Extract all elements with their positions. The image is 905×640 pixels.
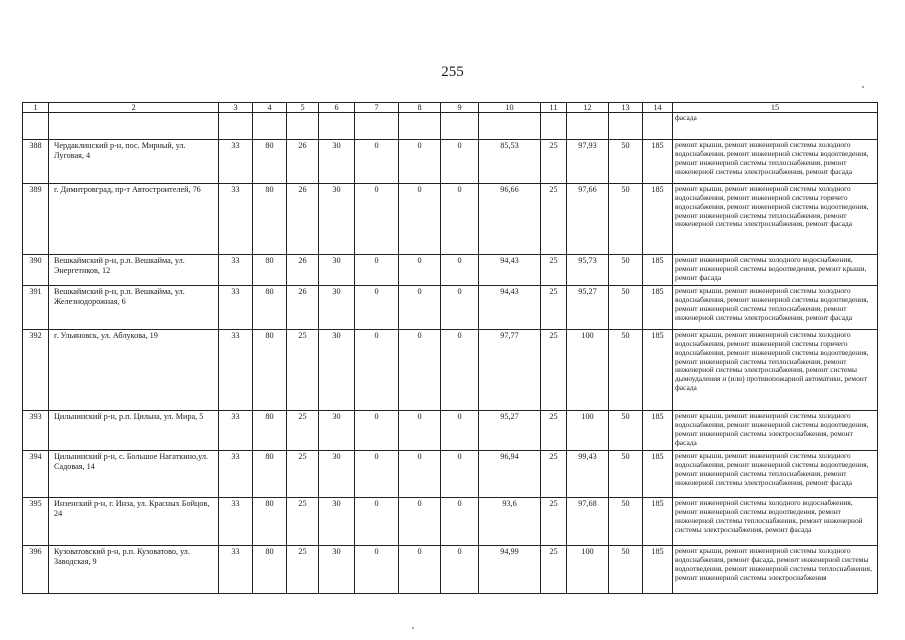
column-number: 7 <box>355 103 399 113</box>
col11-cell: 25 <box>541 286 567 330</box>
col5-cell: 25 <box>287 498 319 546</box>
col7-cell: 0 <box>355 546 399 594</box>
col13-cell: 50 <box>609 451 643 498</box>
col3-cell: 33 <box>219 330 253 411</box>
works-cell: ремонт крыши, ремонт инженерной системы холодного водоснабжения, ремонт инженерной системы водоотведения, ремонт инженерной системы теплоснабжения, ремонт инженерной системы электроснабжения, ремонт фасада <box>673 286 878 330</box>
row-number: 392 <box>23 330 49 411</box>
col11-cell: 25 <box>541 140 567 184</box>
col8-cell: 0 <box>399 140 441 184</box>
row-number: 394 <box>23 451 49 498</box>
col6-cell: 30 <box>319 451 355 498</box>
col11-cell: 25 <box>541 184 567 255</box>
col3-cell: 33 <box>219 451 253 498</box>
works-cell: ремонт инженерной системы холодного водоснабжения, ремонт инженерной системы водоотведения, ремонт крыши, ремонт фасада <box>673 255 878 286</box>
col13-cell: 50 <box>609 286 643 330</box>
col9-cell: 0 <box>441 411 479 451</box>
col3-cell: 33 <box>219 184 253 255</box>
col14-cell: 185 <box>643 286 673 330</box>
col13-cell: 50 <box>609 330 643 411</box>
col11-cell: 25 <box>541 255 567 286</box>
table-row <box>23 451 878 498</box>
col9-cell: 0 <box>441 255 479 286</box>
col7-cell: 0 <box>355 451 399 498</box>
address-cell: Цильнинский р-н, р.п. Цильна, ул. Мира, 5 <box>49 411 219 451</box>
col4-cell: 80 <box>253 330 287 411</box>
works-cell: ремонт крыши, ремонт инженерной системы холодного водоснабжения, ремонт инженерной системы водоотведения, ремонт инженерной системы теплоснабжения, ремонт инженерной системы электроснабжения, ремонт фасада <box>673 140 878 184</box>
col10-cell: 97,77 <box>479 330 541 411</box>
col14-cell: 185 <box>643 451 673 498</box>
col13-cell: 50 <box>609 255 643 286</box>
column-number: 1 <box>23 103 49 113</box>
col4-cell: 80 <box>253 286 287 330</box>
row-number: 393 <box>23 411 49 451</box>
col4-cell: 80 <box>253 498 287 546</box>
col14-cell: 185 <box>643 184 673 255</box>
col13-cell: 50 <box>609 184 643 255</box>
col5-cell: 26 <box>287 140 319 184</box>
table-row <box>23 498 878 546</box>
column-number: 2 <box>49 103 219 113</box>
col4-cell: 80 <box>253 411 287 451</box>
col14-cell: 185 <box>643 330 673 411</box>
col7-cell: 0 <box>355 140 399 184</box>
col6-cell: 30 <box>319 546 355 594</box>
table-row <box>23 546 878 594</box>
address-cell: Вешкаймский р-н, р.п. Вешкайма, ул. Железнодорожная, 6 <box>49 286 219 330</box>
scan-speck <box>412 627 414 629</box>
works-cell: ремонт инженерной системы холодного водоснабжения, ремонт инженерной системы водоотведения, ремонт инженерной системы теплоснабжения, ремонт инженерной системы электроснабжения, ремонт фасада <box>673 498 878 546</box>
col7-cell: 0 <box>355 498 399 546</box>
col10-cell: 95,27 <box>479 411 541 451</box>
table-row <box>23 411 878 451</box>
row-number: 390 <box>23 255 49 286</box>
col3-cell: 33 <box>219 498 253 546</box>
col6-cell: 30 <box>319 330 355 411</box>
col14-cell: 185 <box>643 255 673 286</box>
col10-cell: 96,94 <box>479 451 541 498</box>
col9-cell: 0 <box>441 451 479 498</box>
table-row <box>23 140 878 184</box>
column-number: 4 <box>253 103 287 113</box>
col3-cell: 33 <box>219 255 253 286</box>
col13-cell: 50 <box>609 546 643 594</box>
col6-cell: 30 <box>319 184 355 255</box>
col5-cell: 25 <box>287 451 319 498</box>
column-number: 15 <box>673 103 878 113</box>
column-number-row <box>23 103 878 113</box>
col5-cell: 26 <box>287 184 319 255</box>
col3-cell: 33 <box>219 411 253 451</box>
continuation-row <box>23 113 878 140</box>
col11-cell: 25 <box>541 330 567 411</box>
col11-cell: 25 <box>541 411 567 451</box>
col14-cell: 185 <box>643 546 673 594</box>
col12-cell: 100 <box>567 411 609 451</box>
col8-cell: 0 <box>399 411 441 451</box>
address-cell: Цильнинский р-н, с. Большое Нагаткино,ул. Садовая, 14 <box>49 451 219 498</box>
address-cell: г. Ульяновск, ул. Аблукова, 19 <box>49 330 219 411</box>
col6-cell: 30 <box>319 255 355 286</box>
col5-cell: 26 <box>287 255 319 286</box>
col11-cell: 25 <box>541 451 567 498</box>
col6-cell: 30 <box>319 411 355 451</box>
row-number: 389 <box>23 184 49 255</box>
col6-cell: 30 <box>319 498 355 546</box>
column-number: 11 <box>541 103 567 113</box>
address-cell: Вешкаймский р-н, р.п. Вешкайма, ул. Энергетиков, 12 <box>49 255 219 286</box>
col3-cell: 33 <box>219 286 253 330</box>
table-row <box>23 255 878 286</box>
col8-cell: 0 <box>399 286 441 330</box>
col12-cell: 100 <box>567 330 609 411</box>
address-cell: Инзенский р-н, г. Инза, ул. Красных Бойцов, 24 <box>49 498 219 546</box>
table-row <box>23 286 878 330</box>
works-cell: ремонт крыши, ремонт инженерной системы холодного водоснабжения, ремонт инженерной системы горячего водоснабжения, ремонт инженерной системы водоотведения, ремонт инженерной системы теплоснабжения, ремонт инженерной системы электроснабжения, ремонт системы дымоудаления и (или) противопожарной автоматики, ремонт фасада <box>673 330 878 411</box>
col6-cell: 30 <box>319 286 355 330</box>
col8-cell: 0 <box>399 184 441 255</box>
address-cell: Чердаклинский р-н, пос. Мирный, ул. Луговая, 4 <box>49 140 219 184</box>
col3-cell: 33 <box>219 546 253 594</box>
works-cell: ремонт крыши, ремонт инженерной системы холодного водоснабжения, ремонт фасада, ремонт инженерной системы водоотведения, ремонт инженерной системы теплоснабжения, ремонт инженерной системы электроснабжения <box>673 546 878 594</box>
column-number: 14 <box>643 103 673 113</box>
col13-cell: 50 <box>609 140 643 184</box>
col12-cell: 97,68 <box>567 498 609 546</box>
col9-cell: 0 <box>441 498 479 546</box>
col8-cell: 0 <box>399 451 441 498</box>
col4-cell: 80 <box>253 546 287 594</box>
col12-cell: 97,93 <box>567 140 609 184</box>
column-number: 5 <box>287 103 319 113</box>
column-number: 9 <box>441 103 479 113</box>
col11-cell: 25 <box>541 498 567 546</box>
col6-cell: 30 <box>319 140 355 184</box>
col8-cell: 0 <box>399 498 441 546</box>
col10-cell: 94,43 <box>479 255 541 286</box>
col5-cell: 25 <box>287 330 319 411</box>
scan-speck <box>862 86 864 88</box>
col9-cell: 0 <box>441 546 479 594</box>
col9-cell: 0 <box>441 184 479 255</box>
col8-cell: 0 <box>399 330 441 411</box>
col7-cell: 0 <box>355 255 399 286</box>
table-body <box>23 140 878 594</box>
col12-cell: 95,27 <box>567 286 609 330</box>
col14-cell: 185 <box>643 411 673 451</box>
column-number: 13 <box>609 103 643 113</box>
works-cell: ремонт крыши, ремонт инженерной системы холодного водоснабжения, ремонт инженерной системы водоотведения, ремонт инженерной системы электроснабжения, ремонт фасада <box>673 411 878 451</box>
col13-cell: 50 <box>609 498 643 546</box>
col12-cell: 100 <box>567 546 609 594</box>
col10-cell: 96,66 <box>479 184 541 255</box>
col4-cell: 80 <box>253 255 287 286</box>
col10-cell: 93,6 <box>479 498 541 546</box>
col5-cell: 25 <box>287 411 319 451</box>
page-number: 255 <box>441 64 464 80</box>
row-number: 396 <box>23 546 49 594</box>
col9-cell: 0 <box>441 330 479 411</box>
table-row <box>23 330 878 411</box>
column-number: 8 <box>399 103 441 113</box>
col10-cell: 94,99 <box>479 546 541 594</box>
column-number: 6 <box>319 103 355 113</box>
column-number: 3 <box>219 103 253 113</box>
col10-cell: 94,43 <box>479 286 541 330</box>
table-row <box>23 184 878 255</box>
col12-cell: 97,66 <box>567 184 609 255</box>
row-number: 391 <box>23 286 49 330</box>
col8-cell: 0 <box>399 546 441 594</box>
col5-cell: 26 <box>287 286 319 330</box>
works-cell: ремонт крыши, ремонт инженерной системы холодного водоснабжения, ремонт инженерной системы водоотведения, ремонт инженерной системы теплоснабжения, ремонт инженерной системы электроснабжения, ремонт фасада <box>673 451 878 498</box>
continued-works-cell: фасада <box>673 113 878 140</box>
column-number: 12 <box>567 103 609 113</box>
col10-cell: 85,53 <box>479 140 541 184</box>
address-cell: Кузоватовский р-н, р.п. Кузоватово, ул. Заводская, 9 <box>49 546 219 594</box>
col4-cell: 80 <box>253 184 287 255</box>
col8-cell: 0 <box>399 255 441 286</box>
col9-cell: 0 <box>441 286 479 330</box>
address-cell: г. Димитровград, пр-т Автостроителей, 76 <box>49 184 219 255</box>
col11-cell: 25 <box>541 546 567 594</box>
repair-program-table <box>22 102 878 594</box>
row-number: 395 <box>23 498 49 546</box>
col9-cell: 0 <box>441 140 479 184</box>
column-number: 10 <box>479 103 541 113</box>
col12-cell: 99,43 <box>567 451 609 498</box>
col4-cell: 80 <box>253 451 287 498</box>
col12-cell: 95,73 <box>567 255 609 286</box>
works-cell: ремонт крыши, ремонт инженерной системы холодного водоснабжения, ремонт инженерной системы горячего водоснабжения, ремонт инженерной системы водоотведения, ремонт инженерной системы теплоснабжения, ремонт инженерной системы электроснабжения, ремонт фасада <box>673 184 878 255</box>
col4-cell: 80 <box>253 140 287 184</box>
col14-cell: 185 <box>643 498 673 546</box>
col7-cell: 0 <box>355 330 399 411</box>
col14-cell: 185 <box>643 140 673 184</box>
row-number: 388 <box>23 140 49 184</box>
col13-cell: 50 <box>609 411 643 451</box>
col7-cell: 0 <box>355 184 399 255</box>
col3-cell: 33 <box>219 140 253 184</box>
col7-cell: 0 <box>355 411 399 451</box>
col5-cell: 25 <box>287 546 319 594</box>
col7-cell: 0 <box>355 286 399 330</box>
